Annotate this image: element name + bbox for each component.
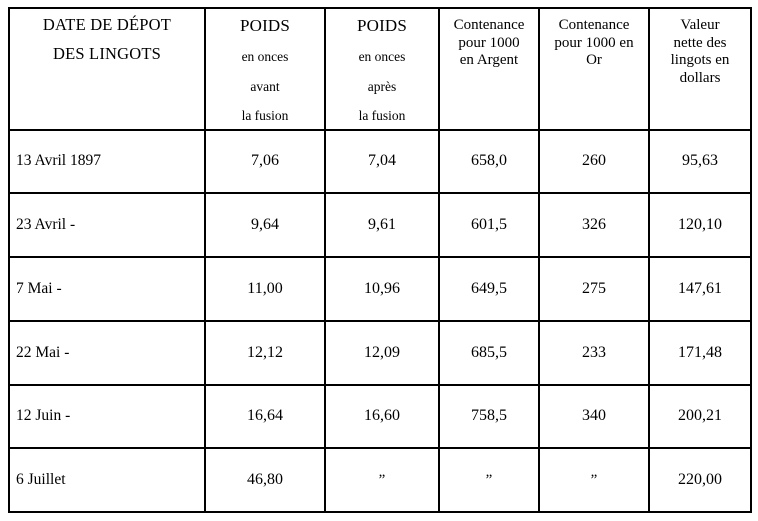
column-header-poids-apres-line4: la fusion bbox=[358, 108, 406, 123]
cell-poids-apres: 9,61 bbox=[325, 193, 439, 257]
column-header-poids-avant-line4: la fusion bbox=[241, 108, 289, 123]
column-header-contenance-argent-line3: en Argent bbox=[459, 52, 519, 69]
cell-poids-avant: 11,00 bbox=[205, 257, 325, 321]
cell-poids-apres: 7,04 bbox=[325, 130, 439, 194]
table-row bbox=[9, 193, 751, 257]
column-header-date-line1: DATE DE DÉPOT bbox=[42, 15, 172, 34]
column-header-poids-apres-line2: en onces bbox=[358, 49, 406, 64]
column-header-poids-avant-line2: en onces bbox=[241, 49, 289, 64]
column-header-poids-apres bbox=[325, 8, 439, 130]
column-header-contenance-or bbox=[539, 8, 649, 130]
column-header-contenance-argent-line2: pour 1000 bbox=[458, 34, 520, 51]
column-header-valeur bbox=[649, 8, 751, 130]
cell-poids-apres: 12,09 bbox=[325, 321, 439, 385]
column-header-valeur-line1: Valeur bbox=[680, 17, 720, 33]
column-header-contenance-or-line2: pour 1000 en bbox=[554, 34, 634, 51]
cell-date: 22 Mai - bbox=[9, 321, 205, 385]
cell-contenance-or: 326 bbox=[539, 193, 649, 257]
cell-date: 23 Avril - bbox=[9, 193, 205, 257]
cell-date: 13 Avril 1897 bbox=[9, 130, 205, 194]
cell-contenance-argent: 658,0 bbox=[439, 130, 539, 194]
table-row bbox=[9, 321, 751, 385]
cell-poids-apres: 16,60 bbox=[325, 385, 439, 449]
cell-contenance-or: 340 bbox=[539, 385, 649, 449]
cell-valeur: 171,48 bbox=[649, 321, 751, 385]
column-header-valeur-line4: dollars bbox=[679, 70, 721, 87]
column-header-date bbox=[9, 8, 205, 130]
cell-valeur: 200,21 bbox=[649, 385, 751, 449]
cell-date: 7 Mai - bbox=[9, 257, 205, 321]
table-row bbox=[9, 385, 751, 449]
cell-poids-avant: 7,06 bbox=[205, 130, 325, 194]
cell-contenance-argent: 685,5 bbox=[439, 321, 539, 385]
column-header-poids-apres-line3: après bbox=[367, 78, 397, 94]
cell-poids-avant: 9,64 bbox=[205, 193, 325, 257]
cell-contenance-argent: 649,5 bbox=[439, 257, 539, 321]
table-row bbox=[9, 257, 751, 321]
cell-poids-apres: ” bbox=[325, 448, 439, 512]
table-header-row bbox=[9, 8, 751, 130]
cell-valeur: 120,10 bbox=[649, 193, 751, 257]
column-header-valeur-line3: lingots en bbox=[670, 52, 730, 69]
cell-poids-apres: 10,96 bbox=[325, 257, 439, 321]
column-header-poids-avant-line3: avant bbox=[250, 78, 280, 94]
cell-contenance-or: 260 bbox=[539, 130, 649, 194]
cell-valeur: 220,00 bbox=[649, 448, 751, 512]
cell-valeur: 147,61 bbox=[649, 257, 751, 321]
cell-poids-avant: 12,12 bbox=[205, 321, 325, 385]
cell-contenance-or: 233 bbox=[539, 321, 649, 385]
cell-contenance-argent: 601,5 bbox=[439, 193, 539, 257]
column-header-valeur-line2: nette des bbox=[673, 34, 727, 51]
column-header-contenance-argent bbox=[439, 8, 539, 130]
table-row bbox=[9, 130, 751, 194]
bullion-deposits-table bbox=[8, 7, 752, 513]
column-header-poids-apres-line1: POIDS bbox=[356, 16, 408, 35]
cell-date: 12 Juin - bbox=[9, 385, 205, 449]
cell-contenance-argent: 758,5 bbox=[439, 385, 539, 449]
cell-contenance-argent: ” bbox=[439, 448, 539, 512]
column-header-contenance-or-line1: Contenance bbox=[558, 17, 630, 33]
cell-contenance-or: ” bbox=[539, 448, 649, 512]
column-header-poids-avant bbox=[205, 8, 325, 130]
column-header-contenance-argent-line1: Contenance bbox=[453, 17, 525, 33]
cell-poids-avant: 16,64 bbox=[205, 385, 325, 449]
cell-poids-avant: 46,80 bbox=[205, 448, 325, 512]
cell-contenance-or: 275 bbox=[539, 257, 649, 321]
table-row bbox=[9, 448, 751, 512]
column-header-poids-avant-line1: POIDS bbox=[239, 16, 291, 35]
cell-valeur: 95,63 bbox=[649, 130, 751, 194]
column-header-contenance-or-line3: Or bbox=[586, 52, 602, 69]
cell-date: 6 Juillet bbox=[9, 448, 205, 512]
column-header-date-line2: DES LINGOTS bbox=[52, 43, 162, 63]
